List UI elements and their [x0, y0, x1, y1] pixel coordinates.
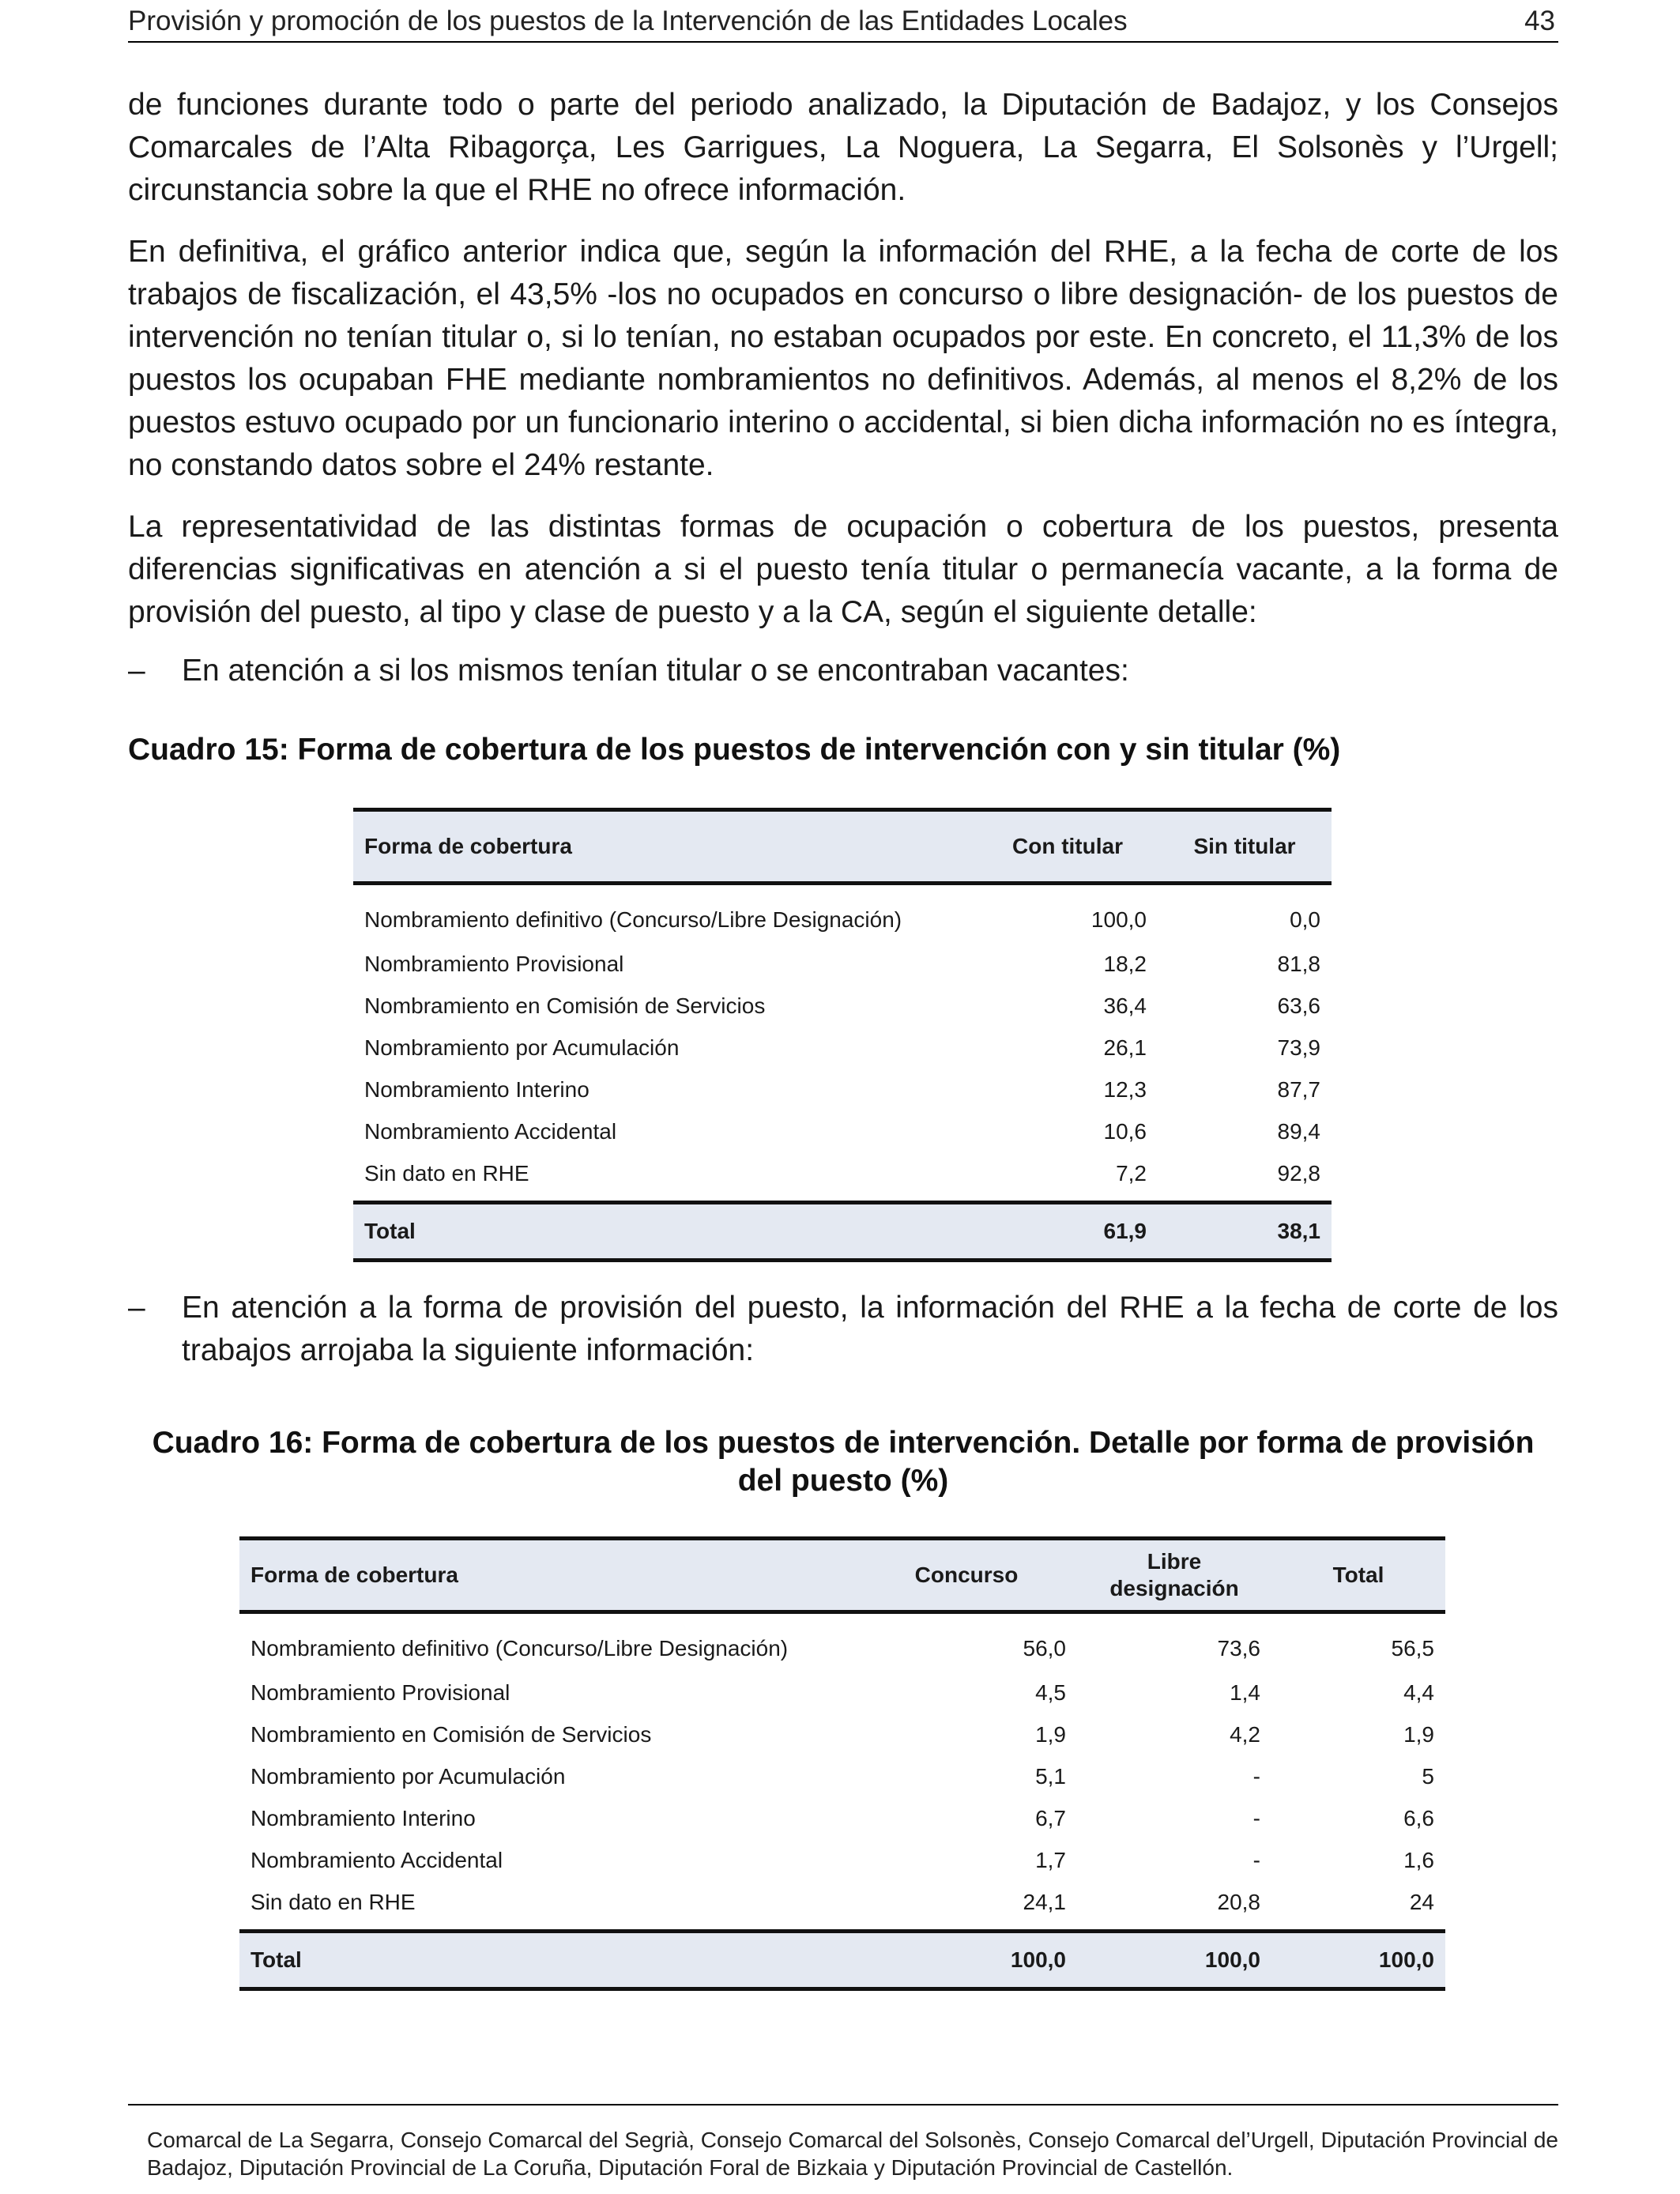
cell-value: 5,1 [1035, 1763, 1066, 1789]
cell-value: 81,8 [1277, 951, 1320, 976]
cell-value: 100,0 [1090, 907, 1147, 932]
row-label: Sin dato en RHE [364, 1160, 529, 1186]
table-15-caption: Cuadro 15: Forma de cobertura de los puestos de intervención con y sin titular (%) [128, 733, 1341, 767]
header-title: Provisión y promoción de los puestos de la Intervención de las Entidades Locales [128, 6, 1128, 36]
cell-value: 73,9 [1277, 1035, 1320, 1060]
row-label: Nombramiento por Acumulación [364, 1035, 680, 1060]
row-label: Nombramiento definitivo (Concurso/Libre Designación) [364, 907, 902, 932]
cell-value: 1,6 [1403, 1847, 1434, 1872]
page-number: 43 [1524, 6, 1555, 36]
paragraph-2: En definitiva, el gráfico anterior indica que, según la información del RHE, a la fecha de corte de los trabajos de fiscalización, el 43,5% -los no ocupados en concurso o libre designación- de los puestos de intervención no tenían titular o, si lo tenían, no estaban ocupados por este. En concreto, el 11,3% de los puestos los ocupaban FHE mediante nombramientos no definitivos. Además, al menos el 8,2% de los puestos estuvo ocupado por un funcionario interino o accidental, si bien dicha información no es íntegra, no constando datos sobre el 24% restante. [128, 235, 1558, 482]
cell-value: 20,8 [1217, 1889, 1260, 1914]
cell-value: 87,7 [1277, 1076, 1320, 1102]
cell-value: 56,5 [1391, 1635, 1434, 1661]
cell-value: 24,1 [1023, 1889, 1066, 1914]
table-row [239, 1672, 1445, 1713]
cell-value: 1,9 [1035, 1721, 1066, 1747]
row-label: Nombramiento por Acumulación [250, 1763, 566, 1789]
table-row [239, 1797, 1445, 1839]
cell-value: 5 [1422, 1763, 1434, 1789]
cell-value: 6,6 [1403, 1805, 1434, 1830]
dash-bullet-icon: – [128, 654, 145, 688]
cell-value: 18,2 [1103, 951, 1147, 976]
table-15 [353, 808, 1332, 1262]
row-label: Nombramiento definitivo (Concurso/Libre Designación) [250, 1635, 789, 1661]
total-value: 61,9 [977, 1203, 1158, 1261]
row-label: Nombramiento en Comisión de Servicios [250, 1721, 652, 1747]
total-value: 100,0 [856, 1932, 1077, 1989]
cell-value: 1,9 [1403, 1721, 1434, 1747]
cell-value: 4,2 [1230, 1721, 1260, 1747]
bullet-text-1: En atención a si los mismos tenían titular o se encontraban vacantes: [182, 654, 1129, 688]
table-row [353, 1110, 1332, 1152]
table-16 [239, 1536, 1445, 1991]
cell-value: 7,2 [1116, 1160, 1147, 1186]
cell-value: 56,0 [1023, 1635, 1066, 1661]
bullet-text-2: En atención a la forma de provisión del puesto, la información del RHE a la fecha de corte de los trabajos arrojaba la siguiente información: [182, 1291, 1558, 1367]
cell-value: 73,6 [1217, 1635, 1260, 1661]
table-header-row [239, 1539, 1445, 1612]
row-label: Nombramiento Accidental [250, 1847, 503, 1872]
table-row [353, 985, 1332, 1027]
table-row [353, 1027, 1332, 1069]
footnote-divider [128, 2104, 1558, 2105]
table-16-caption: Cuadro 16: Forma de cobertura de los puestos de intervención. Detalle por forma de provisión del puesto (%) [152, 1426, 1535, 1498]
total-value: 100,0 [1077, 1932, 1271, 1989]
total-value: 100,0 [1271, 1932, 1445, 1989]
table-row [239, 1881, 1445, 1932]
table-row [353, 943, 1332, 985]
cell-value: 12,3 [1103, 1076, 1147, 1102]
table-row [353, 884, 1332, 944]
table-row [239, 1755, 1445, 1797]
cell-value: 1,7 [1035, 1847, 1066, 1872]
page-header [128, 3, 1558, 43]
row-label: Nombramiento en Comisión de Servicios [364, 993, 766, 1018]
cell-value: 26,1 [1103, 1035, 1147, 1060]
table-row [239, 1713, 1445, 1755]
table-row [239, 1839, 1445, 1881]
cell-value: 24 [1409, 1889, 1434, 1914]
row-label: Nombramiento Accidental [364, 1118, 617, 1144]
table-total-row [239, 1932, 1445, 1989]
cell-value: 0,0 [1290, 907, 1320, 932]
paragraph-1: de funciones durante todo o parte del periodo analizado, la Diputación de Badajoz, y los Consejos Comarcales de l’Alta Ribagorça, Les Garrigues, La Noguera, La Segarra, El Solsonès y l’Urgell; circunstancia sobre la que el RHE no ofrece información. [128, 88, 1558, 207]
footnote-text: Comarcal de La Segarra, Consejo Comarcal del Segrià, Consejo Comarcal del Solsonès, Consejo Comarcal del’Urgell, Diputación Provincial de Badajoz, Diputación Provincial de La Coruña, Diputación Foral de Bizkaia y Diputación Provincial de Castellón. [147, 2128, 1558, 2180]
table-row [353, 1152, 1332, 1203]
column-header-text: Libre designación [1109, 1549, 1239, 1600]
row-label: Nombramiento Interino [364, 1076, 590, 1102]
table-header-row [353, 810, 1332, 884]
cell-value: - [1252, 1763, 1260, 1789]
column-header [1077, 1539, 1271, 1612]
column-header: Con titular [977, 810, 1158, 884]
cell-value: 6,7 [1035, 1805, 1066, 1830]
bullet-item-1 [128, 650, 1558, 692]
total-label: Total [239, 1932, 856, 1989]
dash-bullet-icon: – [128, 1291, 145, 1325]
total-value: 38,1 [1158, 1203, 1332, 1261]
row-label: Nombramiento Provisional [250, 1679, 510, 1705]
cell-value: 4,4 [1403, 1679, 1434, 1705]
cell-value: 10,6 [1103, 1118, 1147, 1144]
column-header: Sin titular [1158, 810, 1332, 884]
cell-value: 36,4 [1103, 993, 1147, 1018]
column-header: Forma de cobertura [353, 810, 977, 884]
cell-value: - [1252, 1805, 1260, 1830]
table-total-row [353, 1203, 1332, 1261]
column-header: Total [1271, 1539, 1445, 1612]
cell-value: 1,4 [1230, 1679, 1260, 1705]
table-row [239, 1612, 1445, 1672]
column-header: Forma de cobertura [239, 1539, 856, 1612]
bullet-item-2 [128, 1287, 1558, 1372]
table-row [353, 1069, 1332, 1110]
cell-value: 89,4 [1277, 1118, 1320, 1144]
total-label: Total [353, 1203, 977, 1261]
cell-value: 4,5 [1035, 1679, 1066, 1705]
row-label: Sin dato en RHE [250, 1889, 416, 1914]
cell-value: 63,6 [1277, 993, 1320, 1018]
row-label: Nombramiento Provisional [364, 951, 624, 976]
cell-value: 92,8 [1277, 1160, 1320, 1186]
cell-value: - [1252, 1847, 1260, 1872]
paragraph-3: La representatividad de las distintas formas de ocupación o cobertura de los puestos, presenta diferencias significativas en atención a si el puesto tenía titular o permanecía vacante, a la forma de provisión del puesto, al tipo y clase de puesto y a la CA, según el siguiente detalle: [128, 510, 1558, 629]
column-header: Concurso [856, 1539, 1077, 1612]
row-label: Nombramiento Interino [250, 1805, 476, 1830]
